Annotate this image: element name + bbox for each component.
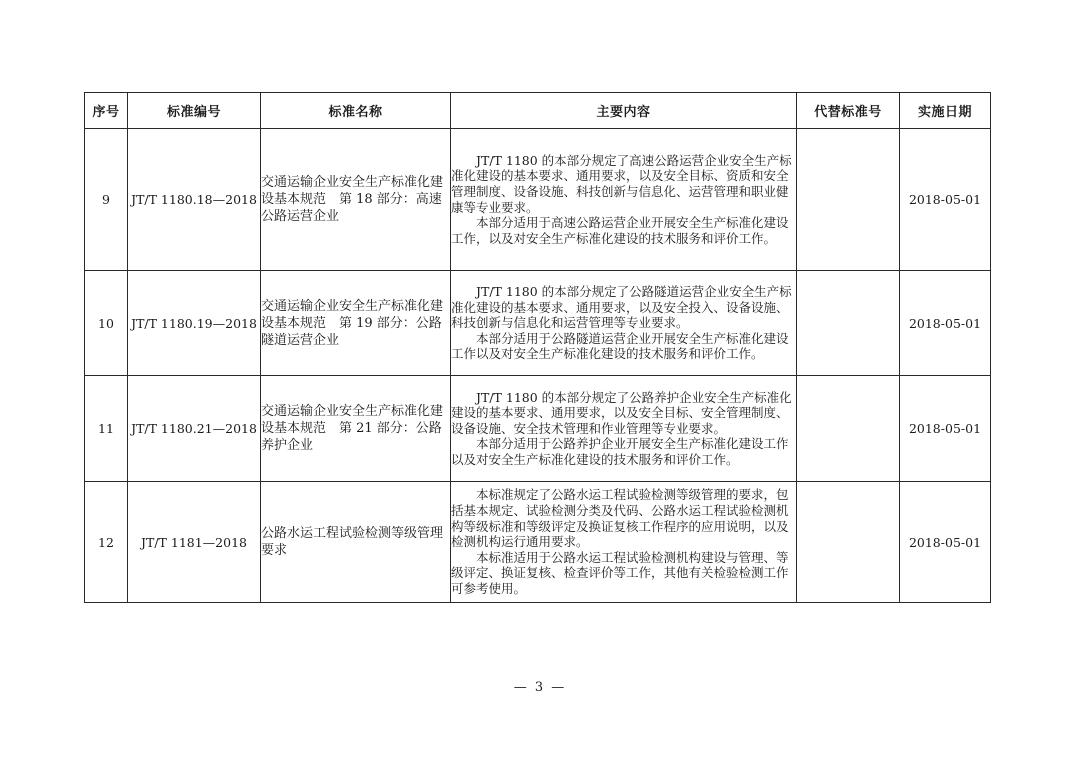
row-number: 10 xyxy=(85,271,128,376)
replaced-standard xyxy=(797,129,900,271)
header-replaces: 代替标准号 xyxy=(797,93,900,129)
standard-content xyxy=(451,482,797,603)
table-row xyxy=(85,482,991,603)
effective-date: 2018-05-01 xyxy=(900,129,991,271)
table-row xyxy=(85,129,991,271)
standard-code: JT/T 1180.21—2018 xyxy=(128,376,261,482)
standard-content xyxy=(451,129,797,271)
standard-name: 交通运输企业安全生产标准化建设基本规范 第 19 部分：公路隧道运营企业 xyxy=(261,271,451,376)
standard-name: 交通运输企业安全生产标准化建设基本规范 第 21 部分：公路养护企业 xyxy=(261,376,451,482)
content-paragraph: 本标准规定了公路水运工程试验检测等级管理的要求，包括基本规定、试验检测分类及代码、公路水运工程试验检测机构等级标准和等级评定及换证复核工作程序的应用说明，以及检测机构运行通用要求。 xyxy=(451,487,789,550)
row-number: 12 xyxy=(85,482,128,603)
content-paragraph: 本标准适用于公路水运工程试验检测机构建设与管理、等级评定、换证复核、检查评价等工作，其他有关检验检测工作可参考使用。 xyxy=(451,549,789,596)
header-code: 标准编号 xyxy=(128,93,261,129)
replaced-standard xyxy=(797,271,900,376)
standard-code: JT/T 1180.18—2018 xyxy=(128,129,261,271)
effective-date: 2018-05-01 xyxy=(900,482,991,603)
effective-date: 2018-05-01 xyxy=(900,271,991,376)
row-number: 11 xyxy=(85,376,128,482)
standard-content xyxy=(451,271,797,376)
header-number: 序号 xyxy=(85,93,128,129)
content-paragraph: 本部分适用于公路隧道运营企业开展安全生产标准化建设工作以及对安全生产标准化建设的技术服务和评价工作。 xyxy=(451,330,789,362)
content-paragraph: JT/T 1180 的本部分规定了高速公路运营企业安全生产标准化建设的基本要求、通用要求，以及安全目标、资质和安全管理制度、设备设施、科技创新与信息化、运营管理和职业健康等专业要求。 xyxy=(451,152,792,215)
table-header-row xyxy=(85,93,991,129)
header-name: 标准名称 xyxy=(261,93,451,129)
replaced-standard xyxy=(797,482,900,603)
effective-date: 2018-05-01 xyxy=(900,376,991,482)
content-paragraph: 本部分适用于公路养护企业开展安全生产标准化建设工作以及对安全生产标准化建设的技术服务和评价工作。 xyxy=(451,436,789,467)
table-row xyxy=(85,271,991,376)
table-row xyxy=(85,376,991,482)
header-content: 主要内容 xyxy=(451,93,797,129)
standard-code: JT/T 1180.19—2018 xyxy=(128,271,261,376)
content-paragraph: 本部分适用于高速公路运营企业开展安全生产标准化建设工作，以及对安全生产标准化建设的技术服务和评价工作。 xyxy=(451,215,789,246)
standard-content xyxy=(451,376,797,482)
row-number: 9 xyxy=(85,129,128,271)
page-number: — 3 — xyxy=(513,680,567,695)
content-paragraph: JT/T 1180 的本部分规定了公路隧道运营企业安全生产标准化建设的基本要求、通用要求，以及安全投入、设备设施、科技创新与信息化和运营管理等专业要求。 xyxy=(451,284,792,331)
content-paragraph: JT/T 1180 的本部分规定了公路养护企业安全生产标准化建设的基本要求、通用要求，以及安全目标、安全管理制度、设备设施、安全技术管理和作业管理等专业要求。 xyxy=(451,389,792,436)
standard-name: 交通运输企业安全生产标准化建设基本规范 第 18 部分：高速公路运营企业 xyxy=(261,129,451,271)
standard-code: JT/T 1181—2018 xyxy=(128,482,261,603)
replaced-standard xyxy=(797,376,900,482)
standard-name: 公路水运工程试验检测等级管理要求 xyxy=(261,482,451,603)
standards-table xyxy=(84,92,991,603)
header-date: 实施日期 xyxy=(900,93,991,129)
